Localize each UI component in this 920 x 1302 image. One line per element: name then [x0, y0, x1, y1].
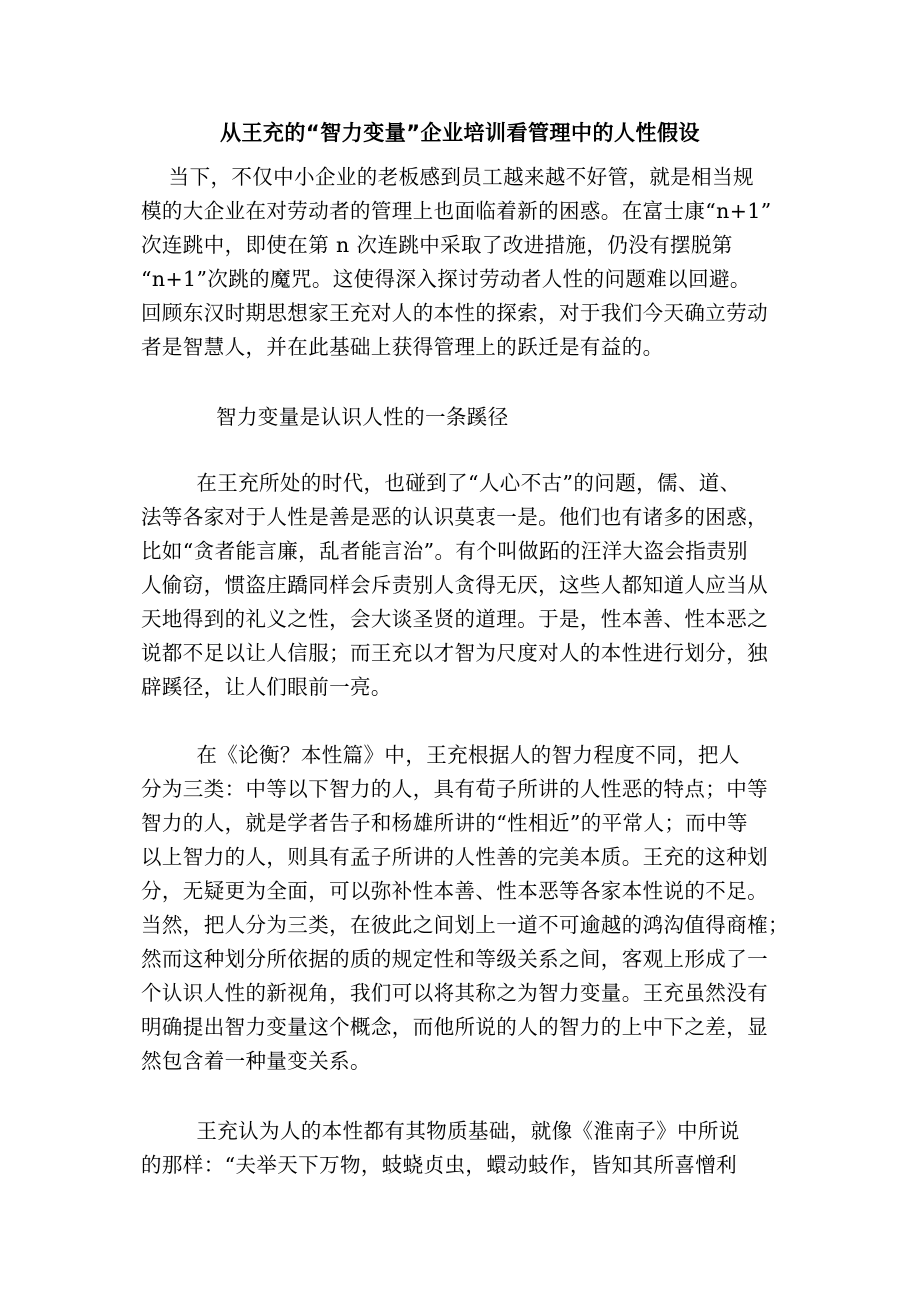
paragraph-line: 回顾东汉时期思想家王充对人的本性的探索，对于我们今天确立劳动	[141, 301, 768, 325]
paragraph-line: 模的大企业在对劳动者的管理上也面临着新的困惑。在富士康“n+1”	[141, 199, 772, 223]
document-title: 从王充的“智力变量”企业培训看管理中的人性假设	[219, 121, 701, 145]
paragraph-line: 在王充所处的时代，也碰到了“人心不古”的问题，儒、道、	[141, 471, 741, 495]
paragraph-line: 辟蹊径，让人们眼前一亮。	[141, 675, 392, 699]
paragraph-line: 当下，不仅中小企业的老板感到员工越来越不好管，就是相当规	[141, 165, 754, 189]
paragraph-line: 当然，把人分为三类，在彼此之间划上一道不可逾越的鸿沟值得商榷；	[141, 913, 789, 937]
paragraph-line: “n+1”次跳的魔咒。这使得深入探讨劳动者人性的问题难以回避。	[141, 267, 751, 291]
paragraph-line: 然包含着一种量变关系。	[141, 1049, 371, 1073]
paragraph-lunheng	[141, 738, 789, 1078]
paragraph-line: 个认识人性的新视角，我们可以将其称之为智力变量。王充虽然没有	[141, 981, 768, 1005]
paragraph-line: 法等各家对于人性是善是恶的认识莫衷一是。他们也有诸多的困惑，	[141, 505, 768, 529]
paragraph-line: 比如“贪者能言廉，乱者能言治”。有个叫做跖的汪洋大盗会指责别	[141, 539, 748, 563]
paragraph-line: 在《论衡？本性篇》中，王充根据人的智力程度不同，把人	[141, 743, 740, 767]
paragraph-times	[141, 466, 781, 704]
paragraph-line: 说都不足以让人信服；而王充以才智为尺度对人的本性进行划分，独	[141, 641, 768, 665]
paragraph-line: 的那样：“夫举天下万物，蚑蛲贞虫，蠉动蚑作，皆知其所喜憎利	[141, 1153, 738, 1177]
paragraph-line: 智力的人，就是学者告子和杨雄所讲的“性相近”的平常人；而中等	[141, 811, 748, 835]
section-heading: 智力变量是认识人性的一条蹊径	[216, 405, 509, 429]
paragraph-line: 分，无疑更为全面，可以弥补性本善、性本恶等各家本性说的不足。	[141, 879, 768, 903]
paragraph-line: 者是智慧人，并在此基础上获得管理上的跃迁是有益的。	[141, 335, 664, 359]
paragraph-line: 人偷窃，惯盗庄蹻同样会斥责别人贪得无厌，这些人都知道人应当从	[141, 573, 768, 597]
paragraph-line: 明确提出智力变量这个概念，而他所说的人的智力的上中下之差，显	[141, 1015, 768, 1039]
paragraph-line: 天地得到的礼义之性，会大谈圣贤的道理。于是，性本善、性本恶之	[141, 607, 768, 631]
paragraph-line: 次连跳中，即使在第 n 次连跳中采取了改进措施，仍没有摆脱第	[141, 233, 733, 257]
paragraph-line: 王充认为人的本性都有其物质基础，就像《淮南子》中所说	[141, 1119, 740, 1143]
paragraph-line: 分为三类：中等以下智力的人，具有荀子所讲的人性恶的特点；中等	[141, 777, 768, 801]
paragraph-intro	[141, 160, 781, 364]
paragraph-line: 以上智力的人，则具有孟子所讲的人性善的完美本质。王充的这种划	[141, 845, 768, 869]
paragraph-huainanzi	[141, 1114, 781, 1182]
paragraph-line: 然而这种划分所依据的质的规定性和等级关系之间，客观上形成了一	[141, 947, 768, 971]
